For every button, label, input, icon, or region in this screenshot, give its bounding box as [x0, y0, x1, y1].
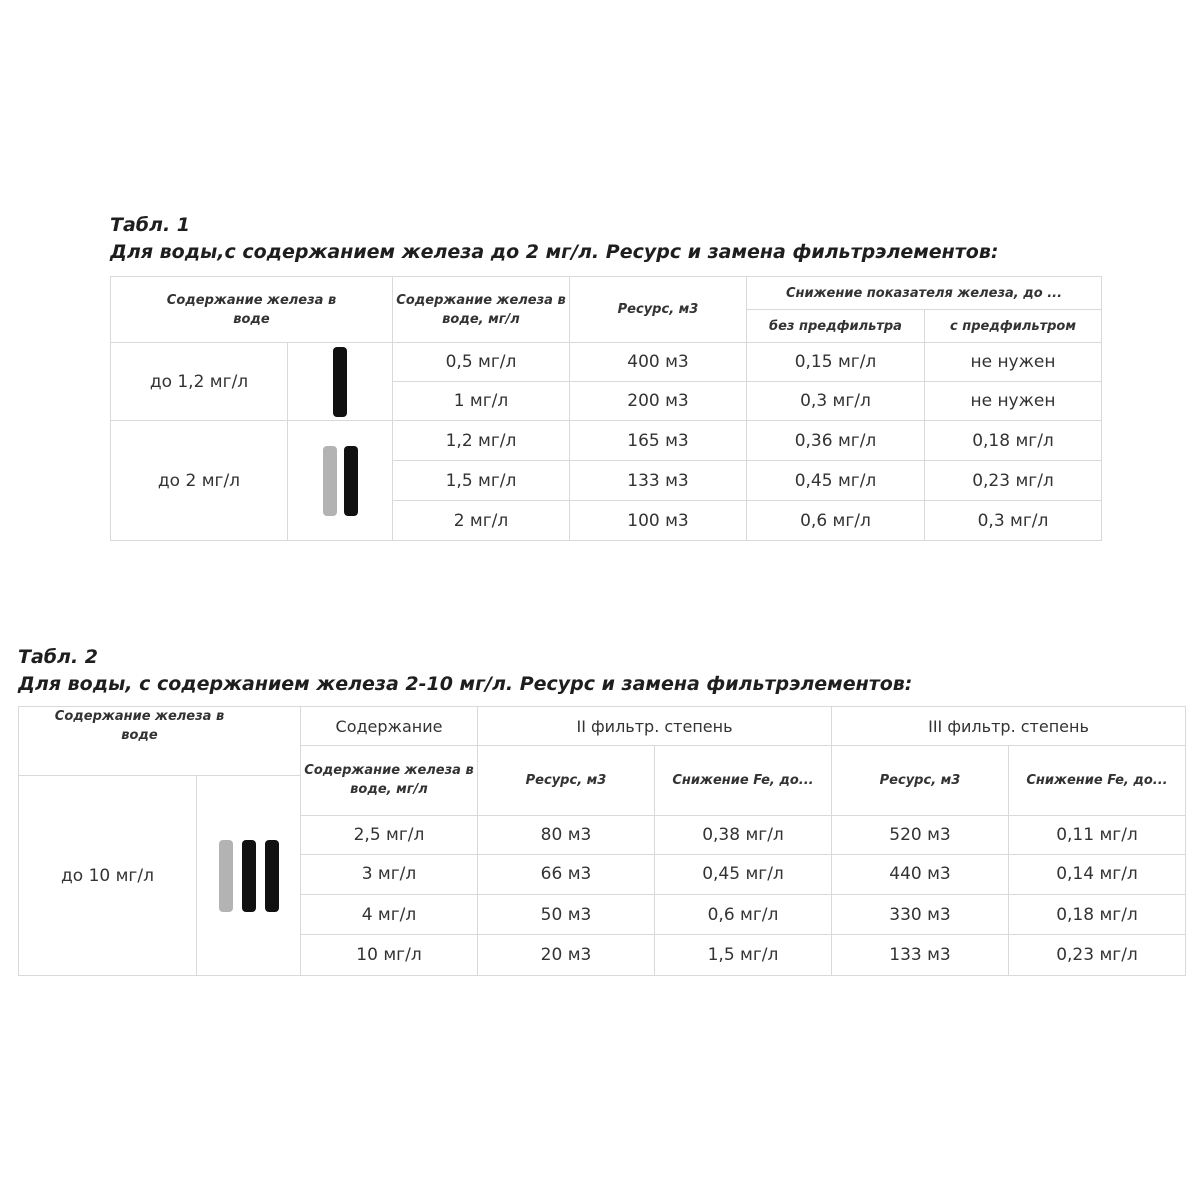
t1-without: 0,15 мг/л	[747, 343, 925, 382]
table2-heading	[18, 644, 912, 698]
t1-header-iron-content: Содержание железа в воде, мг/л	[393, 277, 570, 343]
black-cartridge-icon	[242, 840, 256, 912]
t1-content: 1,5 мг/л	[393, 461, 570, 501]
t1-group-label: до 1,2 мг/л	[111, 343, 288, 421]
t2-content: 2,5 мг/л	[301, 815, 478, 855]
t2-red2: 0,45 мг/л	[655, 855, 832, 895]
t1-without: 0,45 мг/л	[747, 461, 925, 501]
t1-header-resource: Ресурс, м3	[570, 277, 747, 343]
table1	[110, 276, 1102, 541]
t2-res2: 66 м3	[478, 855, 655, 895]
t2-res3: 133 м3	[832, 935, 1009, 976]
black-cartridge-icon	[265, 840, 279, 912]
t1-group-2	[111, 421, 1102, 541]
table2	[18, 706, 1186, 976]
t1-with: 0,23 мг/л	[925, 461, 1102, 501]
t1-content: 1 мг/л	[393, 382, 570, 421]
t1-without: 0,3 мг/л	[747, 382, 925, 421]
t2-res3: 440 м3	[832, 855, 1009, 895]
t2-res2: 50 м3	[478, 894, 655, 935]
t2-red2: 0,38 мг/л	[655, 815, 832, 855]
t2-red3: 0,11 мг/л	[1009, 815, 1186, 855]
t1-resource: 200 м3	[570, 382, 747, 421]
black-cartridge-icon	[333, 347, 347, 417]
t2-red3: 0,23 мг/л	[1009, 935, 1186, 976]
t2-header-resource3: Ресурс, м3	[832, 746, 1009, 816]
t1-header-without-prefilter: без предфильтра	[747, 310, 925, 343]
t2-header-reduction3: Снижение Fe, до...	[1009, 746, 1186, 816]
t1-cartridges	[288, 421, 393, 541]
table1-title: Для воды,с содержанием железа до 2 мг/л. Ресурс и замена фильтрэлементов:	[110, 241, 999, 263]
t1-resource: 133 м3	[570, 461, 747, 501]
t2-res3: 330 м3	[832, 894, 1009, 935]
t2-content: 10 мг/л	[301, 935, 478, 976]
t2-header-stage3: III фильтр. степень	[832, 707, 1186, 746]
table1-heading	[110, 212, 998, 266]
t2-res2: 20 м3	[478, 935, 655, 976]
t2-header-reduction2: Снижение Fe, до...	[655, 746, 832, 816]
t1-resource: 100 м3	[570, 501, 747, 541]
t1-group-1	[111, 343, 1102, 421]
t2-res2: 80 м3	[478, 815, 655, 855]
t2-content: 3 мг/л	[301, 855, 478, 895]
t1-with: не нужен	[925, 382, 1102, 421]
t1-with: 0,18 мг/л	[925, 421, 1102, 461]
t1-header-with-prefilter: с предфильтром	[925, 310, 1102, 343]
t1-header-reduction: Снижение показателя железа, до ...	[747, 277, 1102, 310]
table1-caption: Табл. 1	[110, 214, 191, 236]
t2-header-iron-content: Содержание железа в воде, мг/л	[301, 746, 478, 816]
t1-header-iron-in-water: Содержание железа в воде	[111, 277, 393, 343]
t2-red2: 0,6 мг/л	[655, 894, 832, 935]
t2-group-label: до 10 мг/л	[19, 776, 197, 975]
t2-res3: 520 м3	[832, 815, 1009, 855]
grey-cartridge-icon	[323, 446, 337, 516]
table2-title: Для воды, с содержанием железа 2-10 мг/л. Ресурс и замена фильтрэлементов:	[18, 673, 913, 695]
t2-header-content: Содержание	[301, 707, 478, 746]
t2-content: 4 мг/л	[301, 894, 478, 935]
t1-resource: 165 м3	[570, 421, 747, 461]
t2-cartridges	[197, 776, 300, 975]
t1-group-label: до 2 мг/л	[111, 421, 288, 541]
t1-content: 0,5 мг/л	[393, 343, 570, 382]
table2-caption: Табл. 2	[18, 646, 99, 668]
t2-header-resource2: Ресурс, м3	[478, 746, 655, 816]
t1-cartridges	[288, 343, 393, 421]
black-cartridge-icon	[344, 446, 358, 516]
t2-red3: 0,14 мг/л	[1009, 855, 1186, 895]
t2-header-iron-in-water: Содержание железа в воде	[19, 707, 301, 776]
t1-with: не нужен	[925, 343, 1102, 382]
t2-header-stage2: II фильтр. степень	[478, 707, 832, 746]
t1-without: 0,6 мг/л	[747, 501, 925, 541]
t2-red3: 0,18 мг/л	[1009, 894, 1186, 935]
t2-group-cell	[19, 776, 301, 976]
t1-content: 2 мг/л	[393, 501, 570, 541]
t2-red2: 1,5 мг/л	[655, 935, 832, 976]
t1-content: 1,2 мг/л	[393, 421, 570, 461]
t1-resource: 400 м3	[570, 343, 747, 382]
grey-cartridge-icon	[219, 840, 233, 912]
t1-without: 0,36 мг/л	[747, 421, 925, 461]
t1-with: 0,3 мг/л	[925, 501, 1102, 541]
